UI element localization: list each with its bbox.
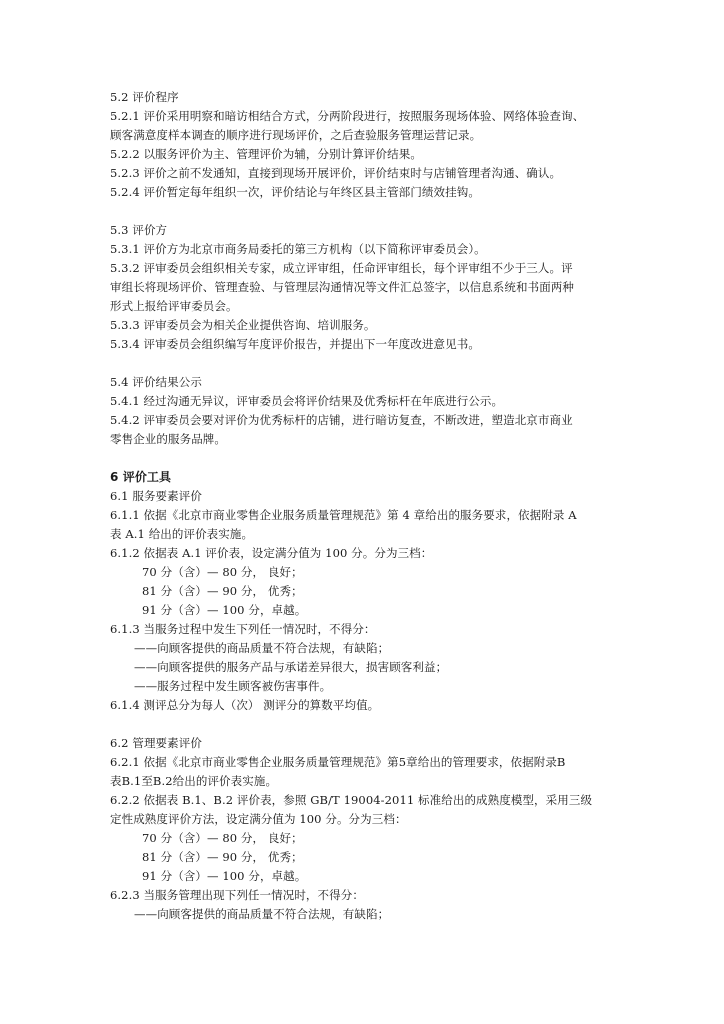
paragraph-6-1-4: 6.1.4 测评总分为每人（次） 测评分的算数平均值。 [110, 698, 380, 712]
grade-good: 70 分（含）— 80 分， 良好； [142, 831, 303, 845]
list-item: ——服务过程中发生顾客被伤害事件。 [134, 679, 332, 693]
section-5-3-title: 5.3 评价方 [110, 223, 168, 237]
grade-excellent: 81 分（含）— 90 分， 优秀； [142, 584, 303, 598]
section-spacer [110, 715, 626, 734]
paragraph-5-2-4: 5.2.4 评价暂定每年组织一次，评价结论与年终区县主管部门绩效挂钩。 [110, 185, 480, 199]
grade-outstanding: 91 分（含）— 100 分，卓越。 [142, 869, 307, 883]
grade-outstanding: 91 分（含）— 100 分，卓越。 [142, 603, 307, 617]
list-item: ——向顾客提供的商品质量不符合法规，有缺陷； [134, 907, 390, 921]
paragraph-6-1-3: 6.1.3 当服务过程中发生下列任一情况时，不得分： [110, 622, 376, 636]
paragraph-5-3-1: 5.3.1 评价方为北京市商务局委托的第三方机构（以下简称评审委员会）。 [110, 242, 486, 256]
paragraph-5-4-2-line-2: 零售企业的服务品牌。 [110, 432, 226, 446]
section-spacer [110, 449, 626, 468]
document-page [110, 88, 626, 924]
grade-good: 70 分（含）— 80 分， 良好； [142, 565, 303, 579]
section-spacer [110, 202, 626, 221]
paragraph-5-2-1-line-2: 顾客满意度样本调查的顺序进行现场评价，之后查验服务管理运营记录。 [110, 128, 482, 142]
section-spacer [110, 354, 626, 373]
grade-excellent: 81 分（含）— 90 分， 优秀； [142, 850, 303, 864]
paragraph-6-1-2: 6.1.2 依据表 A.1 评价表，设定满分值为 100 分。分为三档： [110, 546, 433, 560]
paragraph-6-1-1-line-1: 6.1.1 依据《北京市商业零售企业服务质量管理规范》第 4 章给出的服务要求，依据附录 A [110, 508, 577, 522]
paragraph-5-2-3: 5.2.3 评价之前不发通知，直接到现场开展评价，评价结束时与店铺管理者沟通、确认。 [110, 166, 562, 180]
section-6-1-title: 6.1 服务要素评价 [110, 489, 202, 503]
paragraph-5-3-2-line-3: 形式上报给评审委员会。 [110, 299, 238, 313]
paragraph-6-2-2-line-1: 6.2.2 依据表 B.1、B.2 评价表，参照 GB/T 19004-2011 标准给出的成熟度模型，采用三级 [110, 793, 593, 807]
list-item: ——向顾客提供的商品质量不符合法规，有缺陷； [134, 641, 390, 655]
paragraph-6-2-1-line-2: 表B.1至B.2给出的评价表实施。 [110, 774, 278, 788]
paragraph-5-4-1: 5.4.1 经过沟通无异议，评审委员会将评价结果及优秀标杆在年底进行公示。 [110, 394, 504, 408]
section-5-2-title: 5.2 评价程序 [110, 90, 179, 104]
paragraph-5-4-2-line-1: 5.4.2 评审委员会要对评价为优秀标杆的店铺，进行暗访复查，不断改进，塑造北京市商业 [110, 413, 573, 427]
paragraph-5-3-2-line-2: 审组长将现场评价、管理查验、与管理层沟通情况等文件汇总签字，以信息系统和书面两种 [110, 280, 574, 294]
paragraph-6-1-1-line-2: 表 A.1 给出的评价表实施。 [110, 527, 254, 541]
chapter-6-title: 6 评价工具 [110, 470, 172, 484]
paragraph-6-2-1-line-1: 6.2.1 依据《北京市商业零售企业服务质量管理规范》第5章给出的管理要求，依据附录B [110, 755, 566, 769]
section-5-4-title: 5.4 评价结果公示 [110, 375, 202, 389]
list-item: ——向顾客提供的服务产品与承诺差异很大，损害顾客利益； [134, 660, 448, 674]
paragraph-6-2-3: 6.2.3 当服务管理出现下列任一情况时，不得分： [110, 888, 364, 902]
paragraph-5-3-4: 5.3.4 评审委员会组织编写年度评价报告，并提出下一年度改进意见书。 [110, 337, 480, 351]
paragraph-5-2-1-line-1: 5.2.1 评价采用明察和暗访相结合方式，分两阶段进行，按照服务现场体验、网络体验查询、 [110, 109, 585, 123]
paragraph-6-2-2-line-2: 定性成熟度评价方法，设定满分值为 100 分。分为三档： [110, 812, 407, 826]
paragraph-5-2-2: 5.2.2 以服务评价为主、管理评价为辅，分别计算评价结果。 [110, 147, 422, 161]
section-6-2-title: 6.2 管理要素评价 [110, 736, 202, 750]
paragraph-5-3-2-line-1: 5.3.2 评审委员会组织相关专家，成立评审组，任命评审组长，每个评审组不少于三人。评 [110, 261, 573, 275]
paragraph-5-3-3: 5.3.3 评审委员会为相关企业提供咨询、培训服务。 [110, 318, 376, 332]
